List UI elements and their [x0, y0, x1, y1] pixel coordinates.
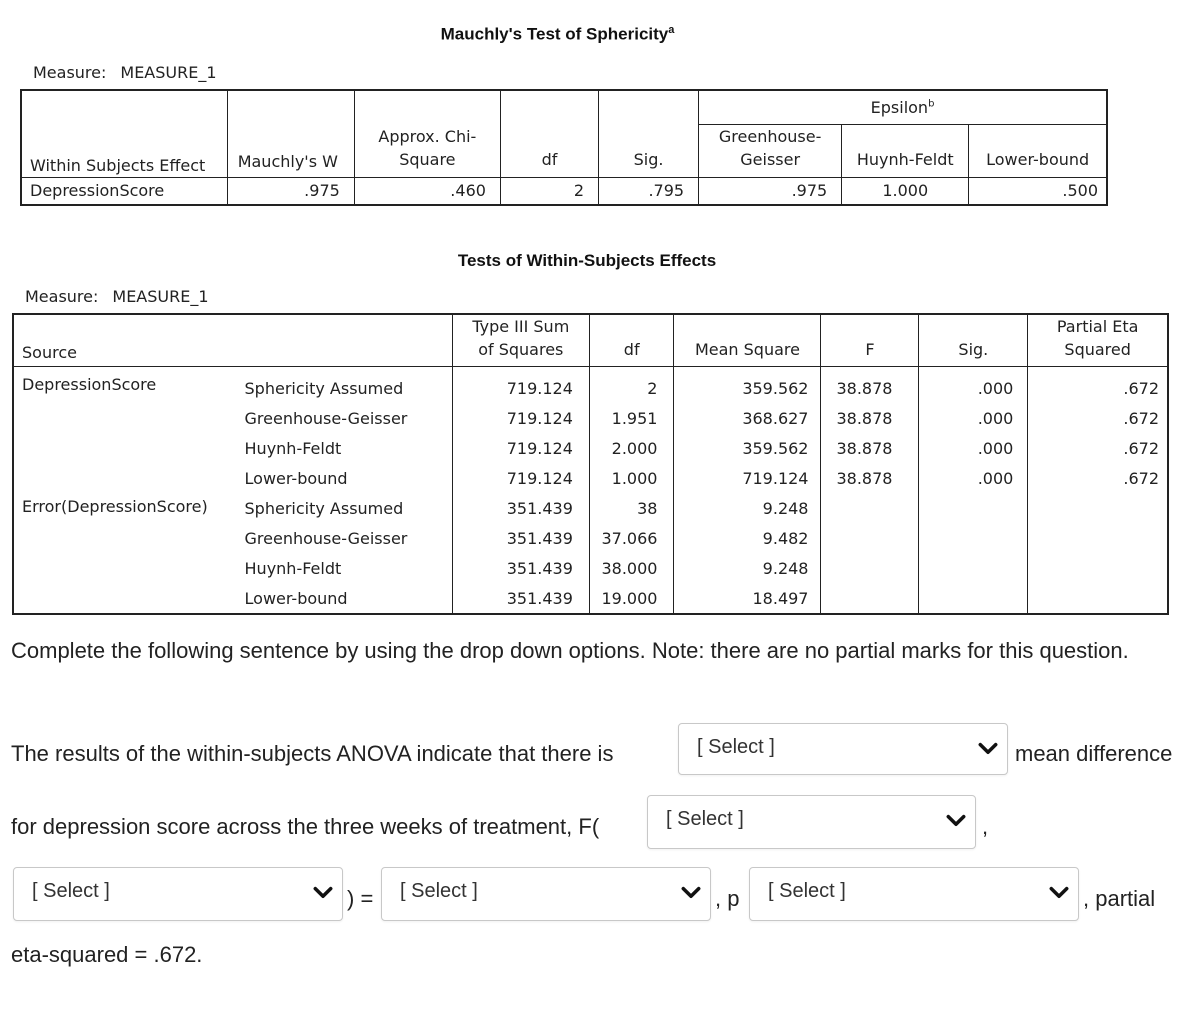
- within-f-empty: [821, 523, 919, 553]
- within-f: 38.878: [821, 367, 919, 404]
- select-difference-label: [ Select ]: [697, 736, 775, 758]
- mauchly-cell-df: 2: [500, 177, 598, 205]
- within-header-blank: [237, 314, 453, 367]
- within-eta: .672: [1028, 403, 1168, 433]
- within-header-ms: Mean Square: [674, 314, 821, 367]
- within-eta-empty: [1028, 493, 1168, 523]
- within-df: 2: [589, 367, 674, 404]
- mauchly-header-epsilon: [699, 90, 1107, 124]
- select-df-error[interactable]: [13, 867, 343, 921]
- mauchly-header-w: Mauchly's W: [227, 90, 354, 177]
- within-title: Tests of Within-Subjects Effects: [457, 251, 717, 270]
- within-sig: .000: [919, 367, 1028, 404]
- within-measure: [25, 287, 209, 306]
- within-sig: .000: [919, 403, 1028, 433]
- mauchly-cell-lb: .500: [969, 177, 1107, 205]
- within-measure-value: MEASURE_1: [112, 287, 209, 306]
- within-ms: 368.627: [674, 403, 821, 433]
- within-correction: Sphericity Assumed: [237, 367, 453, 404]
- select-df-effect[interactable]: [647, 795, 976, 849]
- within-header-source: Source: [13, 314, 237, 367]
- within-f-empty: [821, 553, 919, 583]
- mauchly-measure: [33, 63, 217, 82]
- within-df: 38: [589, 493, 674, 523]
- within-df: 38.000: [589, 553, 674, 583]
- mauchly-header-epsilon-text: Epsilon: [870, 97, 929, 117]
- sentence-seg7: , partial: [1083, 886, 1156, 911]
- within-header-row: [13, 314, 1168, 367]
- chevron-down-icon: [977, 738, 999, 760]
- within-ms: 18.497: [674, 583, 821, 614]
- table-row: [13, 493, 1168, 523]
- within-ss: 719.124: [452, 463, 589, 493]
- sentence-seg5: ) =: [347, 886, 374, 911]
- within-ss: 719.124: [452, 403, 589, 433]
- within-source-effect: DepressionScore: [13, 367, 237, 494]
- within-header-sig: Sig.: [919, 314, 1028, 367]
- question-instruction: Complete the following sentence by using the drop down options. Note: there are no partial marks for this question.: [11, 638, 1129, 663]
- within-header-ss: [452, 314, 589, 367]
- mauchly-header-chi-line1: Approx. Chi-: [378, 126, 477, 146]
- mauchly-measure-label: Measure:: [33, 63, 107, 82]
- within-ms: 359.562: [674, 367, 821, 404]
- chevron-down-icon: [680, 882, 702, 904]
- within-eta: .672: [1028, 367, 1168, 404]
- within-correction: Lower-bound: [237, 463, 453, 493]
- sentence-seg1: The results of the within-subjects ANOVA indicate that there is: [11, 741, 614, 766]
- mauchly-header-gg: [699, 124, 842, 177]
- mauchly-header-sig: Sig.: [599, 90, 699, 177]
- within-header-eta-line2: Squared: [1064, 340, 1131, 359]
- sentence-seg8: eta-squared = .672.: [11, 942, 203, 967]
- within-ss: 351.439: [452, 523, 589, 553]
- mauchly-cell-effect: DepressionScore: [21, 177, 227, 205]
- within-f-empty: [821, 493, 919, 523]
- mauchly-table: [20, 89, 1108, 206]
- within-df: 1.000: [589, 463, 674, 493]
- chevron-down-icon: [945, 810, 967, 832]
- sentence-seg2: mean difference: [1015, 741, 1173, 766]
- within-eta: .672: [1028, 433, 1168, 463]
- within-ms: 9.248: [674, 553, 821, 583]
- within-f: 38.878: [821, 433, 919, 463]
- sentence-seg6: , p: [715, 886, 740, 911]
- within-correction: Huynh-Feldt: [237, 433, 453, 463]
- within-f: 38.878: [821, 403, 919, 433]
- chevron-down-icon: [1048, 882, 1070, 904]
- within-header-df: df: [589, 314, 674, 367]
- mauchly-measure-value: MEASURE_1: [120, 63, 217, 82]
- within-source-error: Error(DepressionScore): [13, 493, 237, 614]
- select-df-error-label: [ Select ]: [32, 880, 110, 902]
- select-f-value-label: [ Select ]: [400, 880, 478, 902]
- within-ms: 359.562: [674, 433, 821, 463]
- within-correction: Huynh-Feldt: [237, 553, 453, 583]
- mauchly-cell-gg: .975: [699, 177, 842, 205]
- select-f-value[interactable]: [381, 867, 711, 921]
- within-eta: .672: [1028, 463, 1168, 493]
- mauchly-header-hf: Huynh-Feldt: [842, 124, 969, 177]
- within-sig-empty: [919, 553, 1028, 583]
- mauchly-header-chi: [354, 90, 500, 177]
- mauchly-header-effect: Within Subjects Effect: [21, 90, 227, 177]
- within-df: 1.951: [589, 403, 674, 433]
- within-correction: Lower-bound: [237, 583, 453, 614]
- within-measure-label: Measure:: [25, 287, 99, 306]
- within-eta-empty: [1028, 523, 1168, 553]
- within-correction: Greenhouse-Geisser: [237, 523, 453, 553]
- within-ms: 9.248: [674, 493, 821, 523]
- mauchly-header-chi-line2: Square: [399, 149, 456, 169]
- within-sig-empty: [919, 523, 1028, 553]
- within-df: 2.000: [589, 433, 674, 463]
- mauchly-cell-hf: 1.000: [842, 177, 969, 205]
- mauchly-header-epsilon-footnote: b: [928, 98, 935, 110]
- mauchly-cell-sig: .795: [599, 177, 699, 205]
- within-df: 19.000: [589, 583, 674, 614]
- mauchly-header-lb: Lower-bound: [969, 124, 1107, 177]
- within-eta-empty: [1028, 553, 1168, 583]
- sentence-seg4: ,: [982, 814, 989, 839]
- select-difference[interactable]: [678, 723, 1008, 775]
- within-sig: .000: [919, 433, 1028, 463]
- within-header-eta: [1028, 314, 1168, 367]
- mauchly-cell-w: .975: [227, 177, 354, 205]
- mauchly-row: [21, 177, 1107, 205]
- table-row: [13, 367, 1168, 404]
- within-f-empty: [821, 583, 919, 614]
- within-ms: 9.482: [674, 523, 821, 553]
- mauchly-cell-chi: .460: [354, 177, 500, 205]
- within-sig: .000: [919, 463, 1028, 493]
- within-table: [12, 313, 1169, 615]
- within-f: 38.878: [821, 463, 919, 493]
- within-sig-empty: [919, 583, 1028, 614]
- select-df-effect-label: [ Select ]: [666, 808, 744, 830]
- mauchly-header-gg-line2: Geisser: [740, 149, 801, 169]
- within-correction: Greenhouse-Geisser: [237, 403, 453, 433]
- sentence-seg3: for depression score across the three weeks of treatment, F(: [11, 814, 600, 839]
- mauchly-header-gg-line1: Greenhouse-: [718, 126, 822, 146]
- within-ms: 719.124: [674, 463, 821, 493]
- within-df: 37.066: [589, 523, 674, 553]
- within-header-eta-line1: Partial Eta: [1056, 317, 1139, 336]
- within-correction: Sphericity Assumed: [237, 493, 453, 523]
- chevron-down-icon: [312, 882, 334, 904]
- within-ss: 351.439: [452, 493, 589, 523]
- within-ss: 719.124: [452, 367, 589, 404]
- within-header-ss-line2: of Squares: [478, 340, 564, 359]
- mauchly-title-text: Mauchly's Test of Sphericity: [440, 24, 669, 44]
- within-header-ss-line1: Type III Sum: [472, 317, 570, 336]
- within-ss: 351.439: [452, 553, 589, 583]
- mauchly-title: [330, 24, 785, 45]
- mauchly-header-df: df: [500, 90, 598, 177]
- mauchly-title-footnote: a: [668, 24, 675, 36]
- within-eta-empty: [1028, 583, 1168, 614]
- within-header-f: F: [821, 314, 919, 367]
- select-p-value-label: [ Select ]: [768, 880, 846, 902]
- within-sig-empty: [919, 493, 1028, 523]
- within-ss: 351.439: [452, 583, 589, 614]
- select-p-value[interactable]: [749, 867, 1079, 921]
- within-ss: 719.124: [452, 433, 589, 463]
